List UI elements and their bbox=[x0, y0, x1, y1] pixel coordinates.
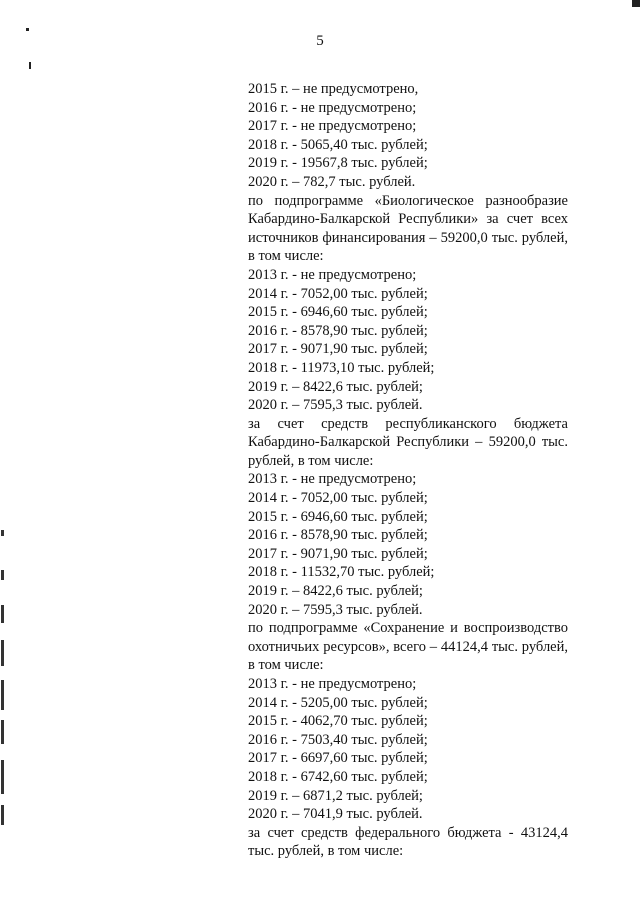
list-item: 2016 г. - 8578,90 тыс. рублей; bbox=[248, 322, 428, 339]
document-body bbox=[248, 80, 568, 861]
page-number: 5 bbox=[316, 33, 324, 49]
list-item: 2015 г. - 4062,70 тыс. рублей; bbox=[248, 713, 428, 730]
list-item: 2013 г. - не предусмотрено; bbox=[248, 676, 417, 692]
list-item: 2016 г. - 7503,40 тыс. рублей; bbox=[248, 731, 428, 748]
scan-mark-left-tick bbox=[29, 62, 31, 69]
paragraph-federal-budget: за счет средств федерального бюджета - 43124,4 тыс. рублей, в том числе: bbox=[248, 824, 568, 860]
list-item: 2019 г. - 19567,8 тыс. рублей; bbox=[248, 155, 428, 172]
scan-left-edge-marks bbox=[1, 530, 7, 830]
list-item: 2016 г. - 8578,90 тыс. рублей; bbox=[248, 527, 428, 544]
list-item: 2018 г. - 11532,70 тыс. рублей; bbox=[248, 564, 435, 581]
list-c bbox=[248, 470, 568, 619]
list-item: 2017 г. - 6697,60 тыс. рублей; bbox=[248, 750, 428, 767]
list-item: 2019 г. – 8422,6 тыс. рублей; bbox=[248, 583, 423, 600]
list-item: 2015 г. - 6946,60 тыс. рублей; bbox=[248, 508, 428, 525]
list-item: 2015 г. - 6946,60 тыс. рублей; bbox=[248, 304, 428, 321]
list-item: 2015 г. – не предусмотрено, bbox=[248, 81, 419, 97]
scan-mark-top-right bbox=[632, 0, 640, 7]
list-item: 2018 г. - 5065,40 тыс. рублей; bbox=[248, 136, 428, 153]
list-a bbox=[248, 80, 568, 192]
list-item: 2018 г. - 6742,60 тыс. рублей; bbox=[248, 768, 428, 785]
list-item: 2017 г. - не предусмотрено; bbox=[248, 118, 417, 135]
paragraph-republican-budget: за счет средств республиканского бюджета Кабардино-Балкарской Республики – 59200,0 тыс. рублей, в том числе: bbox=[248, 415, 568, 469]
list-item: 2017 г. - 9071,90 тыс. рублей; bbox=[248, 341, 428, 358]
list-item: 2020 г. – 782,7 тыс. рублей. bbox=[248, 173, 416, 190]
list-item: 2020 г. – 7041,9 тыс. рублей. bbox=[248, 806, 423, 823]
list-item: 2013 г. - не предусмотрено; bbox=[248, 266, 417, 283]
paragraph-hunting-resources: по подпрограмме «Сохранение и воспроизводство охотничьих ресурсов», всего – 44124,4 тыс. рублей, в том числе: bbox=[248, 620, 568, 674]
list-item: 2018 г. - 11973,10 тыс. рублей; bbox=[248, 359, 435, 376]
list-d bbox=[248, 675, 568, 824]
list-item: 2014 г. - 7052,00 тыс. рублей; bbox=[248, 285, 428, 302]
list-b bbox=[248, 266, 568, 415]
list-item: 2014 г. - 7052,00 тыс. рублей; bbox=[248, 490, 428, 507]
list-item: 2020 г. – 7595,3 тыс. рублей. bbox=[248, 601, 423, 618]
list-item: 2020 г. – 7595,3 тыс. рублей. bbox=[248, 397, 423, 414]
list-item: 2017 г. - 9071,90 тыс. рублей; bbox=[248, 545, 428, 562]
list-item: 2019 г. – 6871,2 тыс. рублей; bbox=[248, 787, 423, 804]
list-item: 2016 г. - не предусмотрено; bbox=[248, 99, 417, 116]
scan-mark-left-dot bbox=[26, 28, 29, 31]
list-item: 2014 г. - 5205,00 тыс. рублей; bbox=[248, 694, 428, 711]
paragraph-biodiversity: по подпрограмме «Биологическое разнообразие Кабардино-Балкарской Республики» за счет всех источников финансирования – 59200,0 тыс. рублей, в том числе: bbox=[248, 192, 568, 265]
list-item: 2019 г. – 8422,6 тыс. рублей; bbox=[248, 378, 423, 395]
list-item: 2013 г. - не предусмотрено; bbox=[248, 471, 417, 488]
